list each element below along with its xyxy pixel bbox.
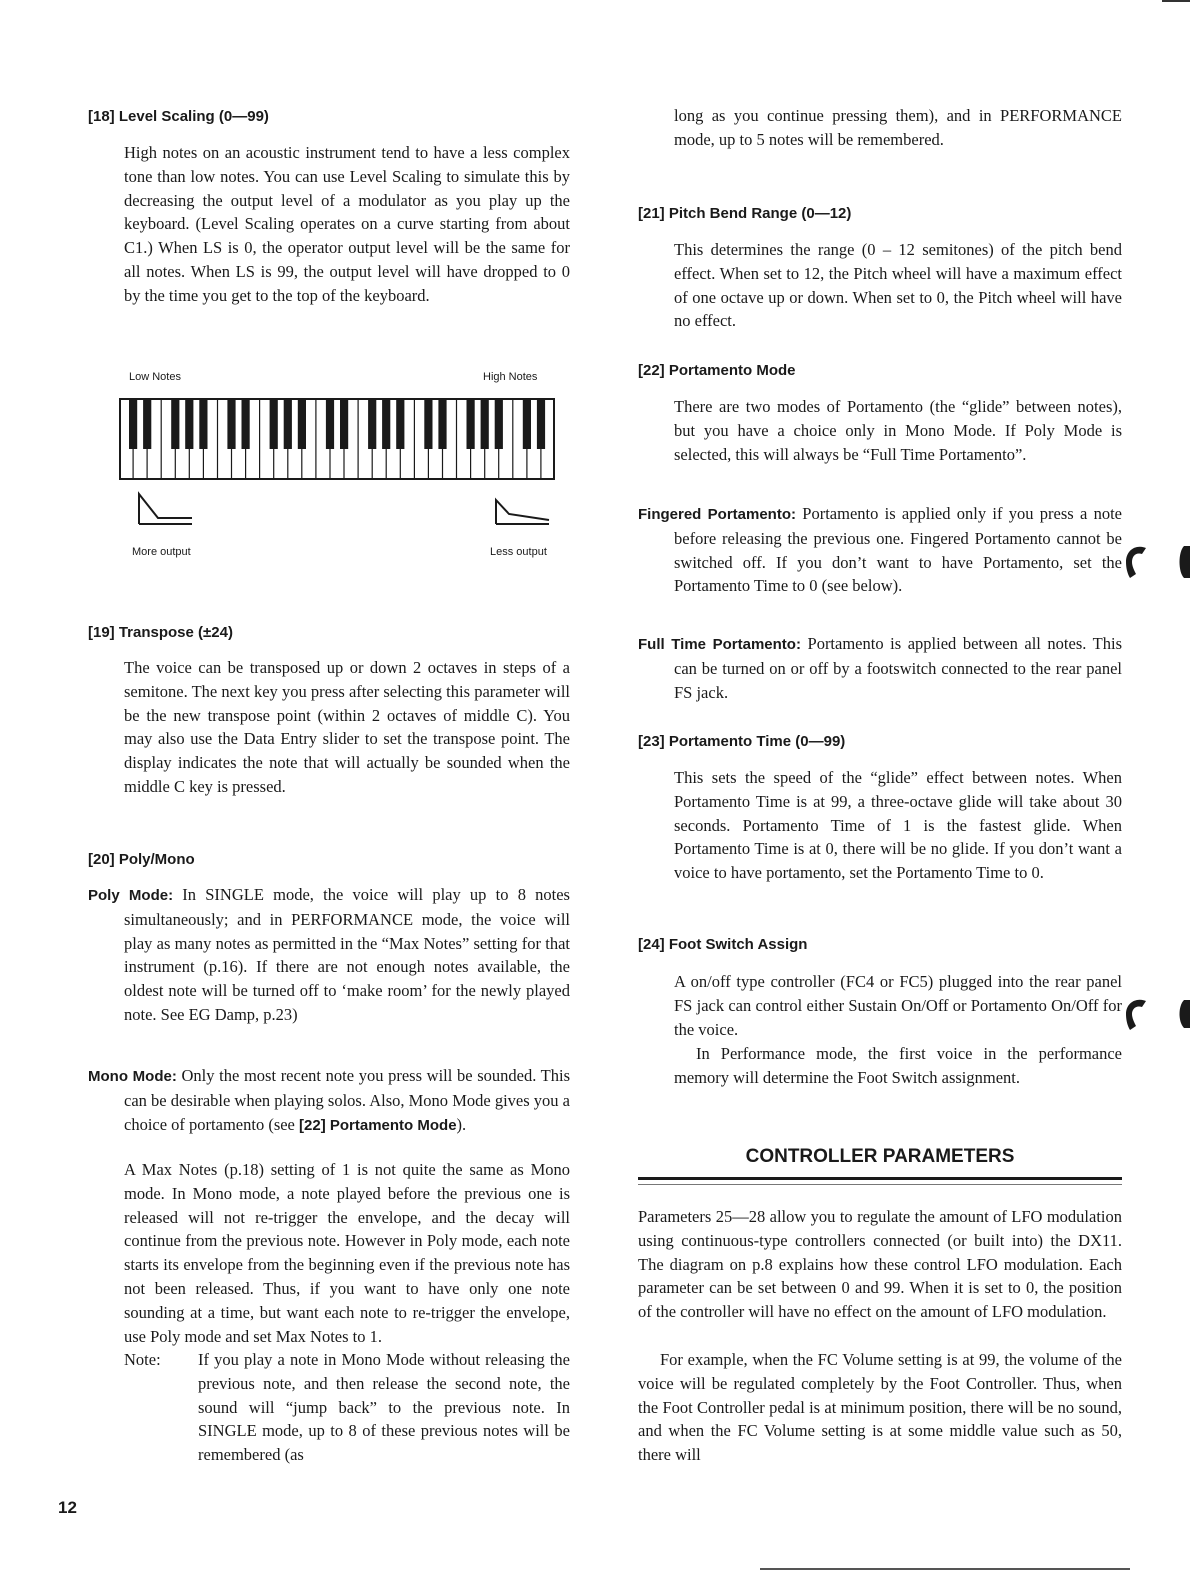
- black-key: [143, 399, 151, 449]
- black-key: [467, 399, 475, 449]
- black-key: [227, 399, 235, 449]
- transpose-heading: [19] Transpose (±24): [88, 624, 233, 641]
- keyboard-outline: [120, 399, 554, 479]
- section-rule: [638, 1177, 1122, 1180]
- black-key: [368, 399, 376, 449]
- full-time-portamento-term: Full Time Portamento:: [638, 636, 801, 653]
- mono-mode-ref: [22] Portamento Mode: [299, 1116, 457, 1134]
- continuation-text: long as you continue pressing them), and in PERFORMANCE mode, up to 5 notes will be remembered.: [674, 106, 1122, 149]
- more-output-curve-icon: [136, 490, 194, 526]
- note-body: If you play a note in Mono Mode without releasing the previous note, and then release the second note, the sound will “jump back” to the previous note. In SINGLE mode, up to 8 of these previous notes will be remembered (as: [198, 1350, 570, 1465]
- mono-mode-term: Mono Mode:: [88, 1068, 177, 1085]
- portamento-mode-heading: [22] Portamento Mode: [638, 362, 796, 379]
- pitch-bend-heading: [21] Pitch Bend Range (0—12): [638, 205, 852, 222]
- low-notes-label: Low Notes: [129, 371, 181, 383]
- binder-hole-mark-icon: [1172, 542, 1190, 582]
- note-label: Note:: [124, 1350, 161, 1369]
- black-key: [382, 399, 390, 449]
- portamento-time-heading: [23] Portamento Time (0—99): [638, 733, 846, 750]
- controller-parameters-title: CONTROLLER PARAMETERS: [745, 1146, 1015, 1167]
- fingered-portamento-paragraph: [638, 502, 1122, 598]
- poly-mode-term: Poly Mode:: [88, 887, 174, 904]
- keyboard-diagram: [119, 398, 555, 480]
- fingered-portamento-body: Portamento is applied only if you press a note before releasing the previous one. Fingered Portamento cannot be switched off. If you don’t want to have Portamento, set the Portamento Time to 0 (see below).: [674, 504, 1122, 596]
- binder-hole-mark-icon: [1172, 996, 1190, 1032]
- full-time-portamento-body: Portamento is applied between all notes. This can be turned on or off by a footswitch connected to the rear panel FS jack.: [674, 634, 1122, 702]
- foot-switch-body2: In Performance mode, the first voice in the performance memory will determine the Foot Switch assignment.: [674, 1044, 1122, 1087]
- black-key: [396, 399, 404, 449]
- pitch-bend-body: This determines the range (0 – 12 semitones) of the pitch bend effect. When set to 12, the Pitch wheel will have a maximum effect of one octave up or down. When set to 0, the Pitch wheel will have no effect.: [674, 240, 1122, 331]
- less-output-curve-icon: [493, 494, 551, 526]
- level-scaling-body: High notes on an acoustic instrument tend to have a less complex tone than low notes. You can use Level Scaling to simulate this by decreasing the output level of a modulator as you play up the keyboard. (Level Scaling operates on a curve starting from about C1.) When LS is 0, the operator output level will be the same for all notes. When LS is 99, the output level will have dropped to 0 by the time you get to the top of the keyboard.: [124, 143, 570, 305]
- binder-hole-mark-icon: [1120, 994, 1154, 1034]
- section-rule-thin: [638, 1184, 1122, 1185]
- fingered-portamento-term: Fingered Portamento:: [638, 506, 797, 523]
- high-notes-label: High Notes: [483, 371, 538, 383]
- more-output-label: More output: [132, 546, 191, 558]
- black-key: [129, 399, 137, 449]
- black-key: [438, 399, 446, 449]
- black-key: [171, 399, 179, 449]
- portamento-mode-body: There are two modes of Portamento (the “glide” between notes), but you have a choice only in Mono Mode. If Poly Mode is selected, this will always be “Full Time Portamento”.: [674, 397, 1122, 464]
- black-key: [326, 399, 334, 449]
- black-key: [270, 399, 278, 449]
- black-key: [424, 399, 432, 449]
- binder-hole-mark-icon: [1120, 540, 1154, 582]
- black-key: [537, 399, 545, 449]
- transpose-body: The voice can be transposed up or down 2 octaves in steps of a semitone. The next key you press after selecting this parameter will be the new transpose point (within 2 octaves of middle C). You may also use the Data Entry slider to set the transpose point. The display indicates the note that will actually be sounded when the middle C key is pressed.: [124, 658, 570, 796]
- black-key: [185, 399, 193, 449]
- foot-switch-heading: [24] Foot Switch Assign: [638, 936, 808, 953]
- black-key: [495, 399, 503, 449]
- poly-mono-heading: [20] Poly/Mono: [88, 851, 195, 868]
- black-key: [284, 399, 292, 449]
- poly-mode-body: In SINGLE mode, the voice will play up to 8 notes simultaneously; and in PERFORMANCE mode, the voice will play as many notes as permitted in the “Max Notes” setting for that instrument (p.16). If there are not enough notes available, the oldest note will be turned off to ‘make room’ for the newly played note. See EG Damp, p.23): [124, 885, 570, 1024]
- black-key: [481, 399, 489, 449]
- level-scaling-heading: [18] Level Scaling (0—99): [88, 108, 269, 125]
- scan-edge-line: [760, 1568, 1130, 1570]
- foot-switch-body1: A on/off type controller (FC4 or FC5) plugged into the rear panel FS jack can control either Sustain On/Off or Portamento On/Off for the voice.: [674, 972, 1122, 1039]
- full-time-portamento-paragraph: [638, 632, 1122, 704]
- controller-body2: For example, when the FC Volume setting is at 99, the volume of the voice will be regulated completely by the Foot Controller. Thus, when the Foot Controller pedal is at minimum position, there will be no sound, and when the FC Volume setting is at some middle value such as 50, there will: [638, 1350, 1122, 1465]
- mono-mode-end: ).: [456, 1114, 467, 1134]
- portamento-time-body: This sets the speed of the “glide” effect between notes. When Portamento Time is at 99, a three-octave glide will take about 30 seconds. Portamento Time of 1 is the fastest glide. When Portamento Time is at 0, there will be no glide. If you don’t want a voice to have portamento, set the Portamento Time to 0.: [674, 768, 1122, 883]
- black-key: [298, 399, 306, 449]
- poly-mode-paragraph: [88, 883, 570, 1027]
- black-key: [340, 399, 348, 449]
- less-output-label: Less output: [490, 546, 547, 558]
- max-notes-paragraph: A Max Notes (p.18) setting of 1 is not quite the same as Mono mode. In Mono mode, a note played before the previous one is released will not re-trigger the envelope, and the decay will continue from the previous note. However in Poly mode, each note starts its envelope from the beginning even if the previous note has not been released. Thus, if you want to have only one note sounding at a time, but want each note to re-trigger the envelope, use Poly mode and set Max Notes to 1.: [124, 1160, 570, 1346]
- page-number: 12: [58, 1498, 77, 1517]
- black-key: [242, 399, 250, 449]
- controller-body1: Parameters 25—28 allow you to regulate the amount of LFO modulation using continuous-type controllers connected (or built into) the DX11. The diagram on p.8 explains how these control LFO modulation. Each parameter can be set between 0 and 99. When it is set to 0, the position of the controller will have no effect on the amount of LFO modulation.: [638, 1207, 1122, 1322]
- black-key: [523, 399, 531, 449]
- scan-edge-line: [1162, 0, 1190, 2]
- mono-mode-body: Only the most recent note you press will be sounded. This can be desirable when playing solos. Also, Mono Mode gives you a choice of portamento (see: [124, 1066, 571, 1134]
- black-key: [199, 399, 207, 449]
- mono-mode-paragraph: [88, 1064, 570, 1137]
